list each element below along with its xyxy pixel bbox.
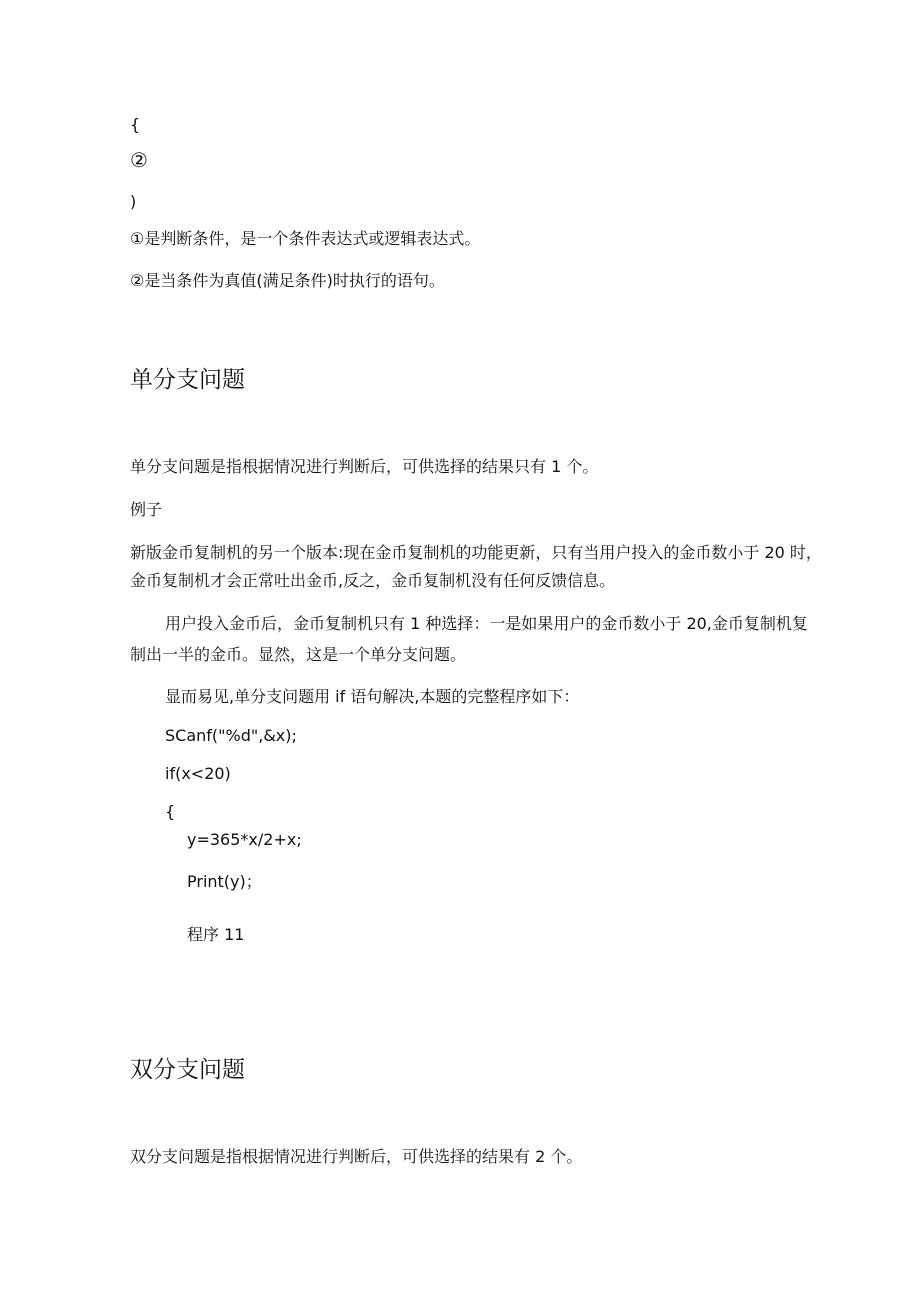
analysis-line-1: 用户投入金币后，金币复制机只有 1 种选择：一是如果用户的金币数小于 20,金币复制机复: [165, 614, 808, 633]
example-text-line-2: 金币复制机才会正常吐出金币,反之，金币复制机没有任何反馈信息。: [130, 571, 616, 590]
single-branch-heading: 单分支问题: [130, 367, 245, 393]
open-brace: {: [130, 115, 141, 134]
double-branch-definition: 双分支问题是指根据情况进行判断后，可供选择的结果有 2 个。: [130, 1147, 583, 1166]
statement-marker: ②: [130, 148, 148, 172]
note-condition: ①是判断条件，是一个条件表达式或逻辑表达式。: [130, 229, 481, 248]
solution-intro: 显而易见,单分支问题用 if 语句解决,本题的完整程序如下：: [165, 687, 580, 706]
single-branch-definition: 单分支问题是指根据情况进行判断后，可供选择的结果只有 1 个。: [130, 457, 599, 476]
close-brace: ): [130, 192, 137, 211]
code-line-print: Print(y)；: [187, 872, 262, 891]
code-line-scanf: SCanf("%d",&x);: [165, 726, 297, 745]
example-label: 例子: [130, 500, 163, 519]
double-branch-heading: 双分支问题: [130, 1057, 245, 1083]
program-caption: 程序 11: [187, 925, 245, 944]
code-line-if: if(x<20): [165, 764, 231, 783]
example-text-line-1: 新版金币复制机的另一个版本:现在金币复制机的功能更新，只有当用户投入的金币数小于 20 时，: [130, 543, 822, 562]
code-line-assign: y=365*x∕2+x;: [187, 830, 302, 849]
note-statement: ②是当条件为真值(满足条件)时执行的语句。: [130, 271, 445, 290]
code-line-open-brace: {: [165, 802, 176, 821]
analysis-line-2: 制出一半的金币。显然，这是一个单分支问题。: [130, 645, 467, 664]
